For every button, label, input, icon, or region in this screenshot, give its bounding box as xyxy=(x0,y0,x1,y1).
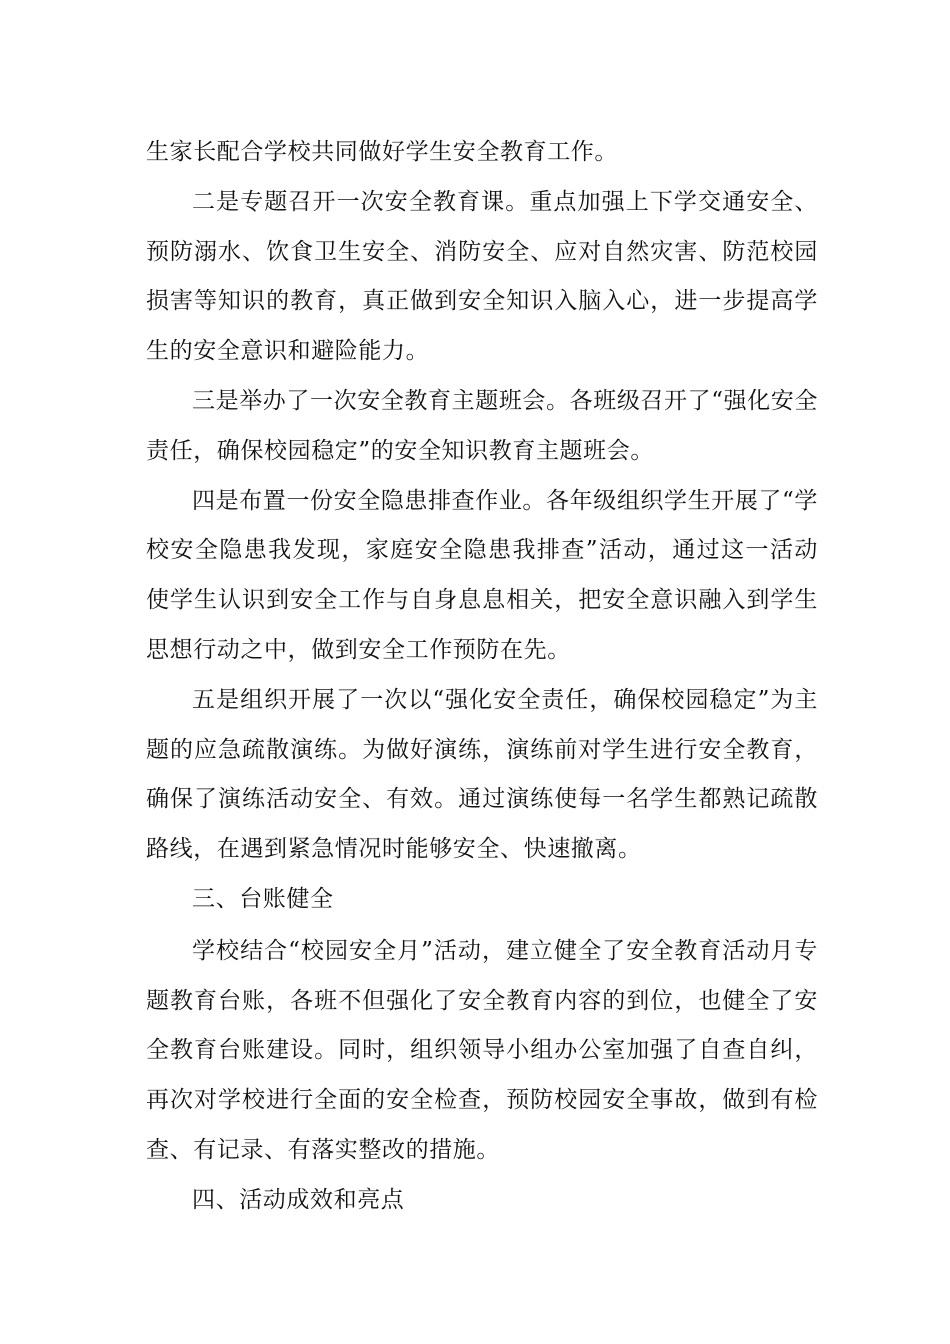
paragraph-ledger: 学校结合“校园安全月”活动，建立健全了安全教育活动月专题教育台账，各班不但强化了安全教育内容的到位，也健全了安全教育台账建设。同时，组织领导小组办公室加强了自查自纠，再次对学校进行全面的安全检查，预防校园安全事故，做到有检查、有记录、有落实整改的措施。 xyxy=(146,937,818,1163)
paragraph-item-three: 三是举办了一次安全教育主题班会。各班级召开了“强化安全责任，确保校园稳定”的安全知识教育主题班会。 xyxy=(146,387,818,464)
paragraph-item-five: 五是组织开展了一次以“强化安全责任，确保校园稳定”为主题的应急疏散演练。为做好演练，演练前对学生进行安全教育，确保了演练活动安全、有效。通过演练使每一名学生都熟记疏散路线，在遇到紧急情况时能够安全、快速撤离。 xyxy=(146,686,818,863)
paragraph-item-four: 四是布置一份安全隐患排查作业。各年级组织学生开展了“学校安全隐患我发现，家庭安全隐患我排查”活动，通过这一活动使学生认识到安全工作与自身息息相关，把安全意识融入到学生思想行动之中，做到安全工作预防在先。 xyxy=(146,487,818,663)
section-heading-ledger: 三、台账健全 xyxy=(192,885,334,912)
paragraph-item-two: 二是专题召开一次安全教育课。重点加强上下学交通安全、预防溺水、饮食卫生安全、消防安全、应对自然灾害、防范校园损害等知识的教育，真正做到安全知识入脑入心，进一步提高学生的安全意识和避险能力。 xyxy=(146,188,818,365)
document-body xyxy=(146,128,818,1226)
section-heading-results: 四、活动成效和亮点 xyxy=(192,1186,405,1213)
paragraph-continuation: 生家长配合学校共同做好学生安全教育工作。 xyxy=(146,139,618,165)
